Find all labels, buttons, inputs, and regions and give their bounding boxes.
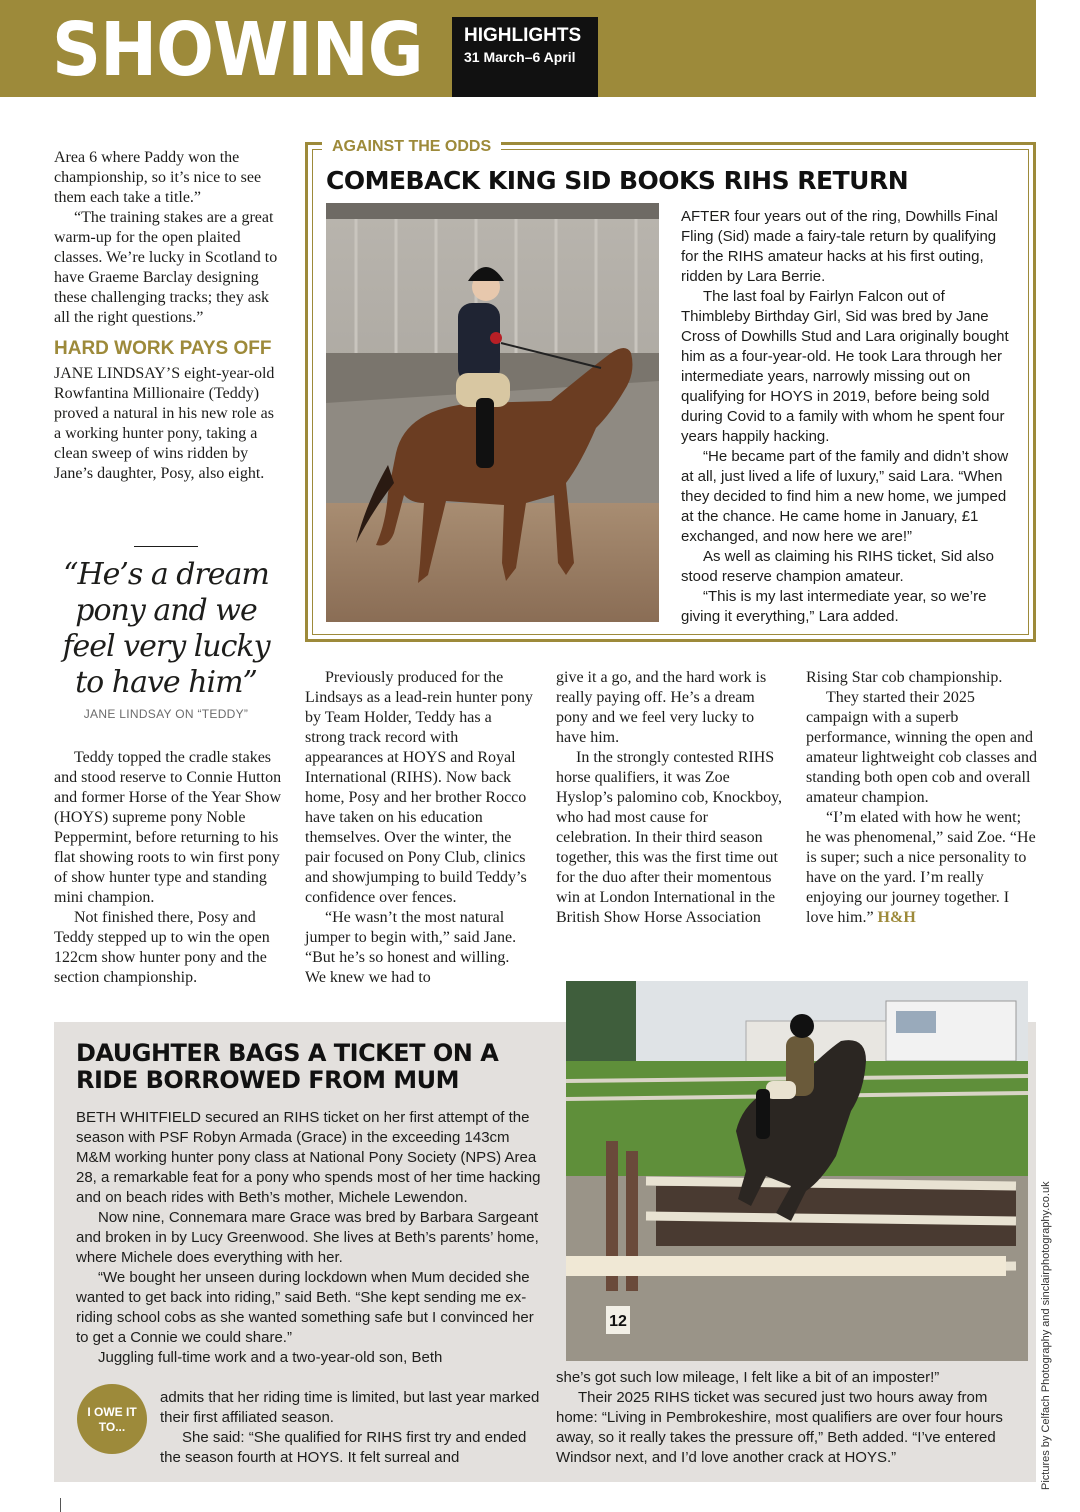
pull-quote xyxy=(54,546,278,721)
feature-kicker: AGAINST THE ODDS xyxy=(322,135,501,159)
highlights-dates: 31 March–6 April xyxy=(464,49,576,65)
left-column-lower xyxy=(54,748,282,988)
page-edge-mark xyxy=(60,1498,61,1512)
article-paragraph: Not finished there, Posy and Teddy stepped up to win the open 122cm show hunter pony and the section championship. xyxy=(54,909,270,986)
article-paragraph: In the strongly contested RIHS horse qualifiers, it was Zoe Hyslop’s palomino cob, Knockboy, who had most cause for celebration. In their third season together, this was the first time out for the duo after their momentous win at London International in the British Show Horse Association xyxy=(556,749,783,926)
article-paragraph: Previously produced for the Lindsays as a lead-rein hunter pony by Team Holder, Teddy has a strong track record with appearances at HOYS and Royal International (RIHS). Now back home, Posy and her brother Rocco have taken on his education themselves. Over the winter, the pair focused on Pony Club, clinics and showjumping to build Teddy’s confidence over fences. xyxy=(305,669,533,906)
fence-number: 12 xyxy=(609,1313,627,1330)
article-paragraph: They started their 2025 campaign with a superb performance, winning the open and amateur lightweight cob classes and standing both open cob and overall amateur champion. xyxy=(806,689,1038,806)
article-paragraph: give it a go, and the hard work is really paying off. He’s a dream pony and we feel very lucky to have him. xyxy=(556,669,767,746)
quote-divider xyxy=(134,546,198,547)
highlights-label: HIGHLIGHTS xyxy=(464,25,582,46)
sidebar-paragraph: she’s got such low mileage, I felt like a bit of an imposter!” xyxy=(556,1369,940,1386)
feature-paragraph: “He became part of the family and didn’t show at all, just lived a life of luxury,” said Lara. “When they decided to find him a new home, we jumped at the chance. He came home in January, £1 exchanged, and now here we are!” xyxy=(681,448,1009,545)
sidebar-paragraph: Their 2025 RIHS ticket was secured just two hours away from home: “Living in Pembrokeshire, most qualifiers are over four hours away, so it really takes the pressure off,” Beth added. “I’ve entered Windsor next, and I’d love another crack at HOYS.” xyxy=(556,1389,1003,1466)
rider-hack-photo xyxy=(326,203,659,622)
article-paragraph: “He wasn’t the most natural jumper to begin with,” said Jane. “But he’s so honest and willing. We knew we had to xyxy=(305,909,517,986)
left-column xyxy=(54,148,282,484)
feature-headline: COMEBACK KING SID BOOKS RIHS RETURN xyxy=(326,166,909,195)
article-paragraph: Rising Star cob championship. xyxy=(806,669,1003,686)
sidebar-story-continued xyxy=(556,1368,1016,1468)
sidebar-paragraph: Now nine, Connemara mare Grace was bred by Barbara Sargeant and broken in by Lucy Greenwood. She lives at Beth’s parents’ home, where Michele does everything with her. xyxy=(76,1209,539,1266)
column-four xyxy=(806,668,1038,928)
showjumping-photo xyxy=(566,981,1028,1361)
article-paragraph: JANE LINDSAY’S eight-year-old Rowfantina Millionaire (Teddy) proved a natural in his new role as a working hunter pony, taking a clean sweep of wins ridden by Jane’s daughter, Posy, also eight. xyxy=(54,365,275,482)
sidebar-paragraph: admits that her riding time is limited, but last year marked their first affiliated season. xyxy=(160,1389,540,1426)
section-title: SHOWING xyxy=(52,7,423,93)
feature-paragraph: “This is my last intermediate year, so we’re giving it everything,” Lara added. xyxy=(681,588,987,625)
article-paragraph: “The training stakes are a great warm-up for the open plaited classes. We’re lucky in Scotland to have Graeme Barclay designing these challenging tracks; they ask all the right questions.” xyxy=(54,209,278,326)
sign-off: H&H xyxy=(877,909,916,926)
showjumping-image xyxy=(566,981,1028,1361)
sidebar-story-body xyxy=(76,1108,546,1368)
sidebar-paragraph: “We bought her unseen during lockdown when Mum decided she wanted to get back into riding,” said Beth. “She kept sending me ex-riding school cobs as she wanted something safe but I convinced her to get a Connie we could share.” xyxy=(76,1269,534,1346)
feature-paragraph: AFTER four years out of the ring, Dowhills Final Fling (Sid) made a fairy-tale return by qualifying for the RIHS amateur hacks at his first outing, ridden by Lara Berrie. xyxy=(681,208,998,285)
closing-quote-text: “I’m elated with how he went; he was phenomenal,” said Zoe. “He is super; such a nice personality to have on the yard. I’m really enjoying our journey together. I love him.” xyxy=(806,809,1036,926)
sidebar-paragraph: She said: “She qualified for RIHS first try and ended the season fourth at HOYS. It felt surreal and xyxy=(160,1429,527,1466)
section-header xyxy=(0,0,1036,97)
feature-body xyxy=(681,207,1017,627)
column-two xyxy=(305,668,533,988)
article-paragraph xyxy=(806,808,1038,928)
pull-quote-text: “He’s a dream pony and we feel very lucky to have him” xyxy=(62,557,270,700)
article-paragraph: Area 6 where Paddy won the championship, so it’s nice to see them each take a title.” xyxy=(54,149,262,206)
photo-credit: Pictures by Celfach Photography and sinclairphotography.co.uk xyxy=(1040,1181,1052,1490)
sidebar-story-body-wrap xyxy=(160,1388,546,1468)
subheading: HARD WORK PAYS OFF xyxy=(54,338,272,359)
rider-hack-image xyxy=(326,203,659,622)
i-owe-it-to-badge: I OWE IT TO... xyxy=(77,1384,147,1454)
highlights-box xyxy=(452,17,598,97)
feature-paragraph: As well as claiming his RIHS ticket, Sid also stood reserve champion amateur. xyxy=(681,548,994,585)
column-three xyxy=(556,668,786,928)
pull-quote-attribution: JANE LINDSAY ON “TEDDY” xyxy=(83,707,249,721)
sidebar-paragraph: Juggling full-time work and a two-year-old son, Beth xyxy=(98,1349,443,1366)
article-paragraph: Teddy topped the cradle stakes and stood reserve to Connie Hutton and former Horse of the Year Show (HOYS) supreme pony Noble Peppermint, before returning to his flat showing roots to win first pony of show hunter type and standing mini champion. xyxy=(54,749,282,906)
sidebar-story-headline: DAUGHTER BAGS A TICKET ON A RIDE BORROWED FROM MUM xyxy=(76,1039,499,1094)
feature-paragraph: The last foal by Fairlyn Falcon out of Thimbleby Birthday Girl, Sid was bred by Jane Cross of Dowhills Stud and Lara originally bought him as a four-year-old. He took Lara through her intermediate years, narrowly missing out on qualifying for HOYS in 2019, before being sold during Covid to a family with whom he spent four years happily hacking. xyxy=(681,288,1009,445)
sidebar-paragraph: BETH WHITFIELD secured an RIHS ticket on her first attempt of the season with PSF Robyn Armada (Grace) in the exceeding 143cm M&M working hunter pony class at National Pony Society (NPS) Area 28, a remarkable feat for a pony who spends most of her time hacking and on beach rides with Beth’s mother, Michele Lewendon. xyxy=(76,1109,541,1206)
